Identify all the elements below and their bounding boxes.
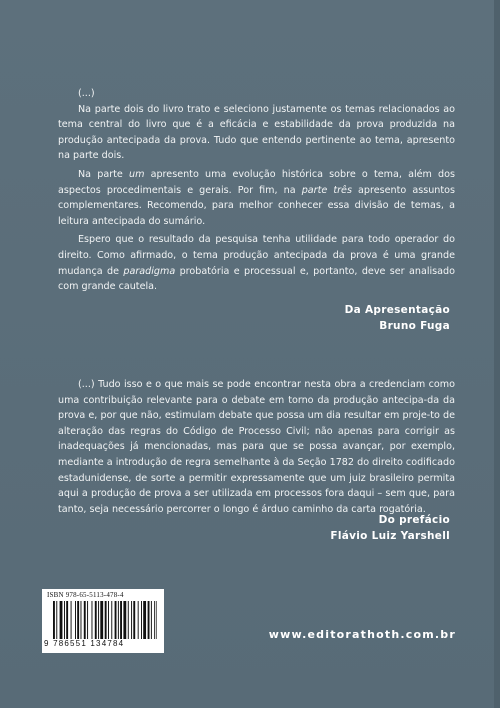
p3-segment-b: probatória e processual e, portanto, deve ser analisado com grande cautela. (58, 265, 455, 293)
paragraph-conclusao (58, 232, 455, 294)
barcode-digits: 9 786551 134784 (44, 639, 125, 648)
preface-excerpt (58, 377, 455, 517)
paragraph-parte-dois: Na parte dois do livro trato e seleciono justamente os temas relacionados ao tema central do livro que é a eficácia e estabilidade da prova produzida na produção antecipada da prova. Tudo que entendo pertinente ao tema, apresento na parte dois. (58, 103, 455, 162)
p2-italic-um: um (128, 168, 145, 180)
paragraph-divisao-temas (58, 167, 455, 229)
attribution-source: Do prefácio (378, 514, 450, 526)
p2-segment-c: apresento assuntos complementares. Recomendo, para melhor conhecer essa divisão de temas, a leitura antecipada do sumário. (58, 184, 455, 227)
p2-italic-parte-tres: parte três (301, 184, 352, 196)
publisher-website: www.editorathoth.com.br (268, 628, 456, 641)
p3-segment-a: Espero que o resultado da pesquisa tenha utilidade para todo operador do direito. Como afirmado, o tema produção antecipada da prova é uma grande mudança de (58, 234, 455, 277)
p2-segment-b: apresento uma evolução histórica sobre o tema, além dos aspectos procedimentais e gerais. Por fim, na (58, 168, 455, 196)
presentation-excerpt (58, 86, 455, 295)
attribution-author: Flávio Luiz Yarshell (330, 530, 450, 542)
ellipsis-text: (...) (78, 88, 95, 99)
isbn-label: ISBN 978-65-5113-478-4 (47, 591, 124, 599)
attribution-prefacio (330, 512, 450, 544)
attribution-apresentacao (345, 302, 450, 334)
spine-edge (494, 0, 500, 708)
isbn-barcode (42, 589, 164, 653)
attribution-source: Da Apresentação (344, 304, 450, 316)
attribution-author: Bruno Fuga (379, 320, 450, 332)
p3-italic-paradigma: paradigma (123, 265, 176, 277)
p2-segment-a: Na parte (78, 168, 129, 180)
paragraph-prefacio: (...) Tudo isso e o que mais se pode encontrar nesta obra a credenciam como uma contribuição relevante para o debate em torno da produção antecipa-da da prova e, por que não, estimulam debate que possa um dia resultar em proje-to de alteração das regras do Código de Processo Civil; não apenas para corrigir as inadequações já mencionadas, mas para que se possa avançar, por exemplo, mediante a introdução de regra semelhante à da Seção 1782 do direito codificado estadunidense, de sorte a permitir expressamente que um juiz brasileiro permita aqui a produção de prova a ser utilizada em processos fora daqui – sem que, para tanto, seja necessário percorrer o longo é árduo caminho da carta rogatória. (58, 379, 455, 515)
barcode-bars (53, 601, 157, 639)
